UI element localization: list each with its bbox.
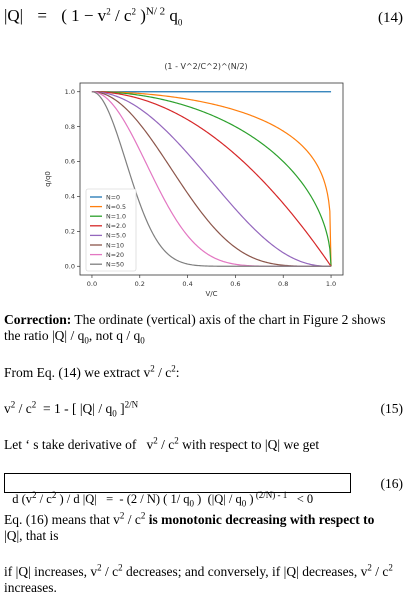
eq16-c: ) / d |Q| = - (2 / N) ( 1/ q	[56, 492, 190, 506]
eq16-sub1: 0	[189, 498, 195, 509]
concl-sup4: 2	[388, 562, 393, 573]
derivative-intro	[4, 437, 396, 453]
y-tick-label: 0.0	[64, 262, 75, 271]
eq15-sup2: 2	[31, 399, 37, 410]
eq14-q: q	[165, 6, 178, 25]
eq14-exponent: N/ 2	[145, 5, 166, 18]
x-tick-label: 0.2	[134, 280, 145, 288]
monotonic-paragraph	[4, 512, 396, 544]
concl-sup1: 2	[97, 562, 102, 573]
eq14-body: ( 1 − v	[61, 6, 107, 25]
equation-16	[6, 475, 313, 507]
concl-text-c: decreases; and conversely, if |Q| decreases, v	[122, 564, 368, 579]
legend-label: N=50	[106, 261, 124, 269]
correction-text-1: The ordinate (vertical) axis of the chart in Figure 2 shows the ratio |Q| / q	[4, 312, 386, 343]
eq16-sub2: 0	[241, 498, 247, 509]
legend-label: N=0.5	[106, 203, 127, 211]
x-tick-label: 1.0	[325, 280, 337, 288]
eq16-e: )	[246, 492, 254, 506]
eq15-c: / c	[15, 401, 32, 416]
eq15-body: = 1 - [ |Q| / q	[36, 401, 113, 416]
legend-label: N=5.0	[106, 232, 127, 240]
eq16-exponent: (2/N) - 1	[253, 489, 288, 500]
legend-label: N=20	[106, 251, 124, 259]
eq14-sup: 2	[106, 6, 111, 17]
eq14-lhs: |Q|	[4, 6, 24, 25]
eq14-equals: =	[37, 6, 47, 25]
legend-label: N=2.0	[106, 223, 127, 231]
legend-label: N=0	[106, 194, 120, 202]
chart	[38, 55, 348, 305]
mono-text-b: / c	[124, 512, 141, 527]
conclusion-paragraph	[4, 564, 396, 596]
from-eq-text: From Eq. (14) we extract v	[4, 365, 151, 380]
deriv-text-c: with respect to |Q| we get	[178, 437, 320, 452]
from-eq-paragraph	[4, 365, 396, 381]
from-eq-sup: 2	[150, 363, 155, 374]
correction-sub-1: 0	[84, 335, 89, 346]
from-eq-text2: / c	[154, 365, 172, 380]
y-tick-label: 0.8	[64, 122, 75, 131]
mono-bold: is monotonic decreasing with respect to	[148, 512, 375, 527]
concl-text-e: increases.	[4, 580, 57, 595]
eq14-close: )	[135, 6, 146, 25]
y-tick-label: 0.2	[64, 227, 75, 236]
mono-sup2: 2	[140, 510, 146, 521]
eq14-slash: / c	[110, 6, 132, 25]
eq16-d: ) (|Q| / q	[194, 492, 242, 506]
eq15-number: (15)	[380, 401, 403, 416]
correction-label: Correction:	[4, 312, 72, 327]
equation-15	[4, 401, 396, 417]
correction-text-2: , not q / q	[88, 328, 141, 343]
y-tick-label: 1.0	[64, 87, 75, 96]
eq16-f: < 0	[287, 492, 314, 506]
concl-text-a: if |Q| increases, v	[4, 564, 98, 579]
eq16-b: / c	[36, 492, 52, 506]
deriv-sup1: 2	[153, 435, 158, 446]
legend-label: N=1.0	[106, 213, 127, 221]
x-tick-label: 0.8	[278, 280, 289, 288]
eq16-a: d (v	[12, 492, 33, 506]
eq15-exponent: 2/N	[124, 399, 139, 410]
y-tick-label: 0.4	[64, 192, 75, 201]
deriv-text-b: / c	[157, 437, 175, 452]
concl-sup3: 2	[367, 562, 372, 573]
chart-ylabel: q/q0	[44, 171, 52, 187]
correction-sub-2: 0	[140, 335, 145, 346]
chart-title: (1 - V^2/C^2)^(N/2)	[164, 62, 248, 71]
equation-14	[4, 6, 182, 26]
concl-text-b: / c	[101, 564, 119, 579]
eq14-q-sub: 0	[177, 17, 183, 28]
chart-xlabel: V/C	[205, 290, 218, 298]
mono-sup1: 2	[119, 510, 125, 521]
eq15-sup1: 2	[10, 399, 16, 410]
legend-label: N=10	[106, 242, 124, 250]
eq16-sup2: 2	[51, 489, 57, 500]
deriv-sup2: 2	[174, 435, 179, 446]
x-tick-label: 0.0	[86, 280, 98, 288]
deriv-text-a: Let ‘ s take derivative of v	[4, 437, 154, 452]
eq16-number: (16)	[380, 476, 403, 491]
from-eq-sup2: 2	[171, 363, 176, 374]
from-eq-colon: :	[175, 365, 180, 380]
eq14-sup2: 2	[131, 6, 136, 17]
y-tick-label: 0.6	[64, 157, 75, 166]
eq15-v: v	[4, 401, 11, 416]
correction-paragraph	[4, 312, 396, 344]
chart-svg	[38, 55, 348, 305]
eq14-number: (14)	[378, 10, 403, 26]
eq16-sup1: 2	[32, 489, 37, 500]
concl-text-d: / c	[371, 564, 389, 579]
concl-sup2: 2	[118, 562, 123, 573]
x-tick-label: 0.6	[230, 280, 241, 288]
mono-text-d: |Q|, that is	[4, 528, 59, 543]
mono-text-a: Eq. (16) means that v	[4, 512, 120, 527]
x-tick-label: 0.4	[182, 280, 193, 288]
eq15-bracket: ]	[116, 401, 125, 416]
eq15-sub: 0	[112, 408, 117, 419]
